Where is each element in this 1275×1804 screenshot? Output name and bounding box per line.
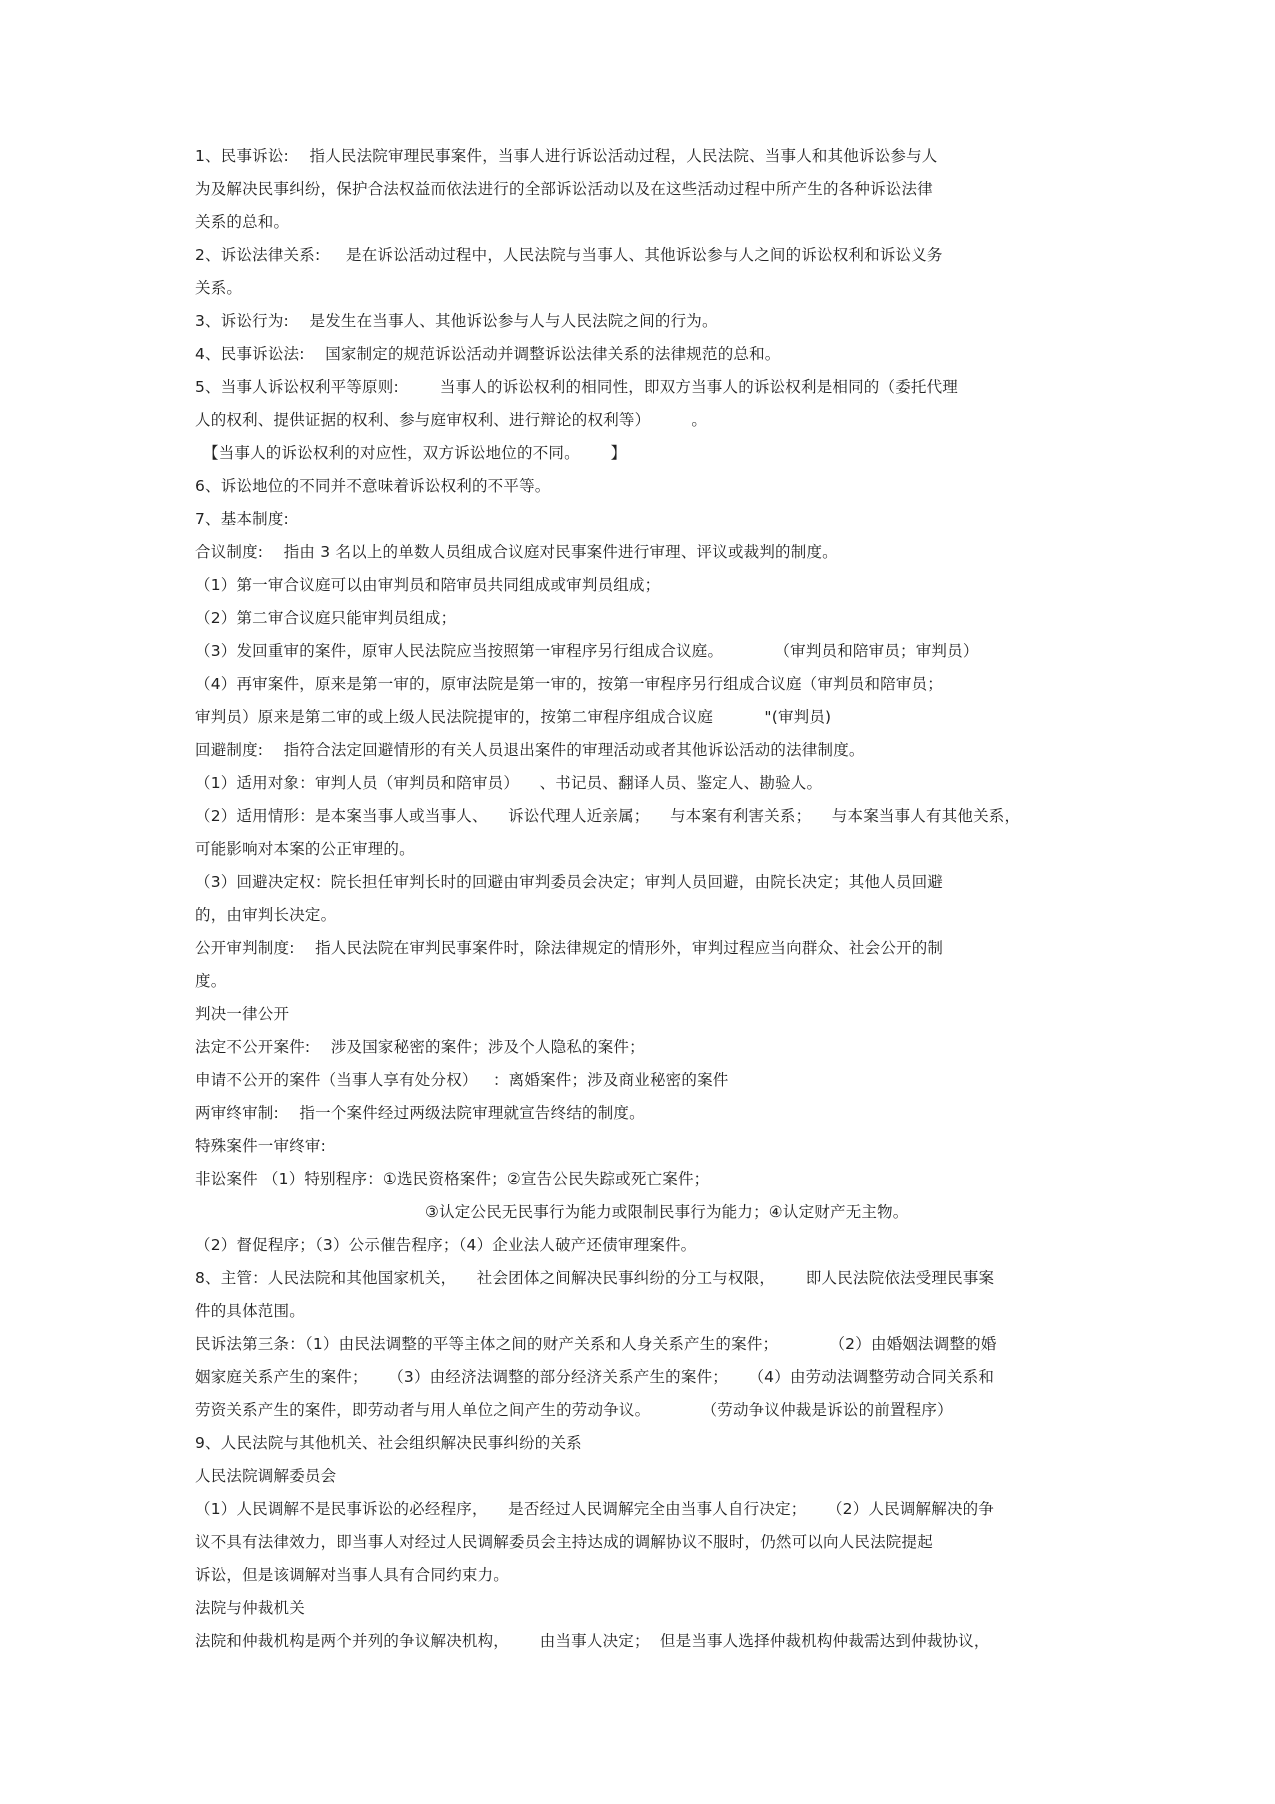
text-line: 人的权利、提供证据的权利、参与庭审权利、进行辩论的权利等） 。 — [195, 411, 708, 429]
text-line: （2）适用情形：是本案当事人或当事人、 诉讼代理人近亲属； 与本案有利害关系； 与本案当事人有其他关系， — [195, 807, 1021, 825]
text-line: 的，由审判长决定。 — [195, 906, 337, 924]
text-line: （2）督促程序；（3）公示催告程序；（4）企业法人破产还债审理案件。 — [195, 1236, 697, 1254]
text-line: 劳资关系产生的案件，即劳动者与用人单位之间产生的劳动争议。 （劳动争议仲裁是诉讼的前置程序） — [195, 1401, 953, 1419]
text-line: 1、民事诉讼: 指人民法院审理民事案件，当事人进行诉讼活动过程，人民法院、当事人和其他诉讼参与人 — [195, 147, 938, 165]
text-line: 法院和仲裁机构是两个并列的争议解决机构， 由当事人决定； 但是当事人选择仲裁机构仲裁需达到仲裁协议， — [195, 1632, 990, 1650]
text-line: （3）回避决定权：院长担任审判长时的回避由审判委员会决定；审判人员回避，由院长决定；其他人员回避 — [195, 873, 943, 891]
text-line: 合议制度: 指由 3 名以上的单数人员组成合议庭对民事案件进行审理、评议或裁判的制度。 — [195, 543, 838, 561]
text-line: 6、诉讼地位的不同并不意味着诉讼权利的不平等。 — [195, 477, 551, 495]
text-line: 议不具有法律效力，即当事人对经过人民调解委员会主持达成的调解协议不服时，仍然可以向人民法院提起 — [195, 1533, 933, 1551]
text-line: 4、民事诉讼法: 国家制定的规范诉讼活动并调整诉讼法律关系的法律规范的总和。 — [195, 345, 781, 363]
section-heading: 7、基本制度: — [195, 510, 289, 528]
text-line: （1）适用对象：审判人员（审判员和陪审员） 、书记员、翻译人员、鉴定人、勘验人。 — [195, 774, 823, 792]
text-line: （1）第一审合议庭可以由审判员和陪审员共同组成或审判员组成； — [195, 576, 661, 594]
text-line: 判决一律公开 — [195, 1005, 290, 1023]
text-line: 关系。 — [195, 279, 243, 297]
text-line: 件的具体范围。 — [195, 1302, 305, 1320]
document-body — [195, 140, 1095, 1658]
text-line: 民诉法第三条：（1）由民法调整的平等主体之间的财产关系和人身关系产生的案件； （2）由婚姻法调整的婚 — [195, 1335, 997, 1353]
text-line: 可能影响对本案的公正审理的。 — [195, 840, 415, 858]
text-line: 法定不公开案件: 涉及国家秘密的案件；涉及个人隐私的案件； — [195, 1038, 645, 1056]
text-line: 两审终审制: 指一个案件经过两级法院审理就宣告终结的制度。 — [195, 1104, 645, 1122]
text-line: 2、诉讼法律关系: 是在诉讼活动过程中，人民法院与当事人、其他诉讼参与人之间的诉讼权利和诉讼义务 — [195, 246, 943, 264]
text-line: 审判员）原来是第二审的或上级人民法院提审的，按第二审程序组成合议庭 "(审判员) — [195, 708, 832, 726]
text-line: 特殊案件一审终审: — [195, 1137, 327, 1155]
text-line: 人民法院调解委员会 — [195, 1467, 337, 1485]
text-line: （2）第二审合议庭只能审判员组成； — [195, 609, 457, 627]
text-line: 法院与仲裁机关 — [195, 1599, 305, 1617]
text-line: （3）发回重审的案件，原审人民法院应当按照第一审程序另行组成合议庭。 （审判员和陪审员；审判员） — [195, 642, 979, 660]
text-line: 申请不公开的案件（当事人享有处分权） ：离婚案件；涉及商业秘密的案件 — [195, 1071, 729, 1089]
section-heading: 9、人民法院与其他机关、社会组织解决民事纠纷的关系 — [195, 1434, 582, 1452]
text-line: 为及解决民事纠纷，保护合法权益而依法进行的全部诉讼活动以及在这些活动过程中所产生的各种诉讼法律 — [195, 180, 933, 198]
text-line: 度。 — [195, 972, 227, 990]
text-line: 8、主管：人民法院和其他国家机关， 社会团体之间解决民事纠纷的分工与权限， 即人民法院依法受理民事案 — [195, 1269, 995, 1287]
bracket-note: 【当事人的诉讼权利的对应性，双方诉讼地位的不同。 】 — [203, 444, 627, 462]
text-line: （1）人民调解不是民事诉讼的必经程序， 是否经过人民调解完全由当事人自行决定； （2）人民调解解决的争 — [195, 1500, 995, 1518]
text-line: 关系的总和。 — [195, 213, 290, 231]
text-line: 5、当事人诉讼权利平等原则: 当事人的诉讼权利的相同性，即双方当事人的诉讼权利是相同的（委托代理 — [195, 378, 959, 396]
text-line: 姻家庭关系产生的案件； （3）由经济法调整的部分经济关系产生的案件； （4）由劳动法调整劳动合同关系和 — [195, 1368, 995, 1386]
text-line: 3、诉讼行为: 是发生在当事人、其他诉讼参与人与人民法院之间的行为。 — [195, 312, 718, 330]
text-line: （4）再审案件，原来是第一审的，原审法院是第一审的，按第一审程序另行组成合议庭（审判员和陪审员； — [195, 675, 943, 693]
text-line: 诉讼，但是该调解对当事人具有合同约束力。 — [195, 1566, 510, 1584]
text-line: ③认定公民无民事行为能力或限制民事行为能力；④认定财产无主物。 — [425, 1203, 909, 1221]
text-line: 公开审判制度: 指人民法院在审判民事案件时，除法律规定的情形外，审判过程应当向群众、社会公开的制 — [195, 939, 944, 957]
text-line: 回避制度: 指符合法定回避情形的有关人员退出案件的审理活动或者其他诉讼活动的法律制度。 — [195, 741, 865, 759]
text-line: 非讼案件 （1）特别程序：①选民资格案件；②宣告公民失踪或死亡案件； — [195, 1170, 710, 1188]
